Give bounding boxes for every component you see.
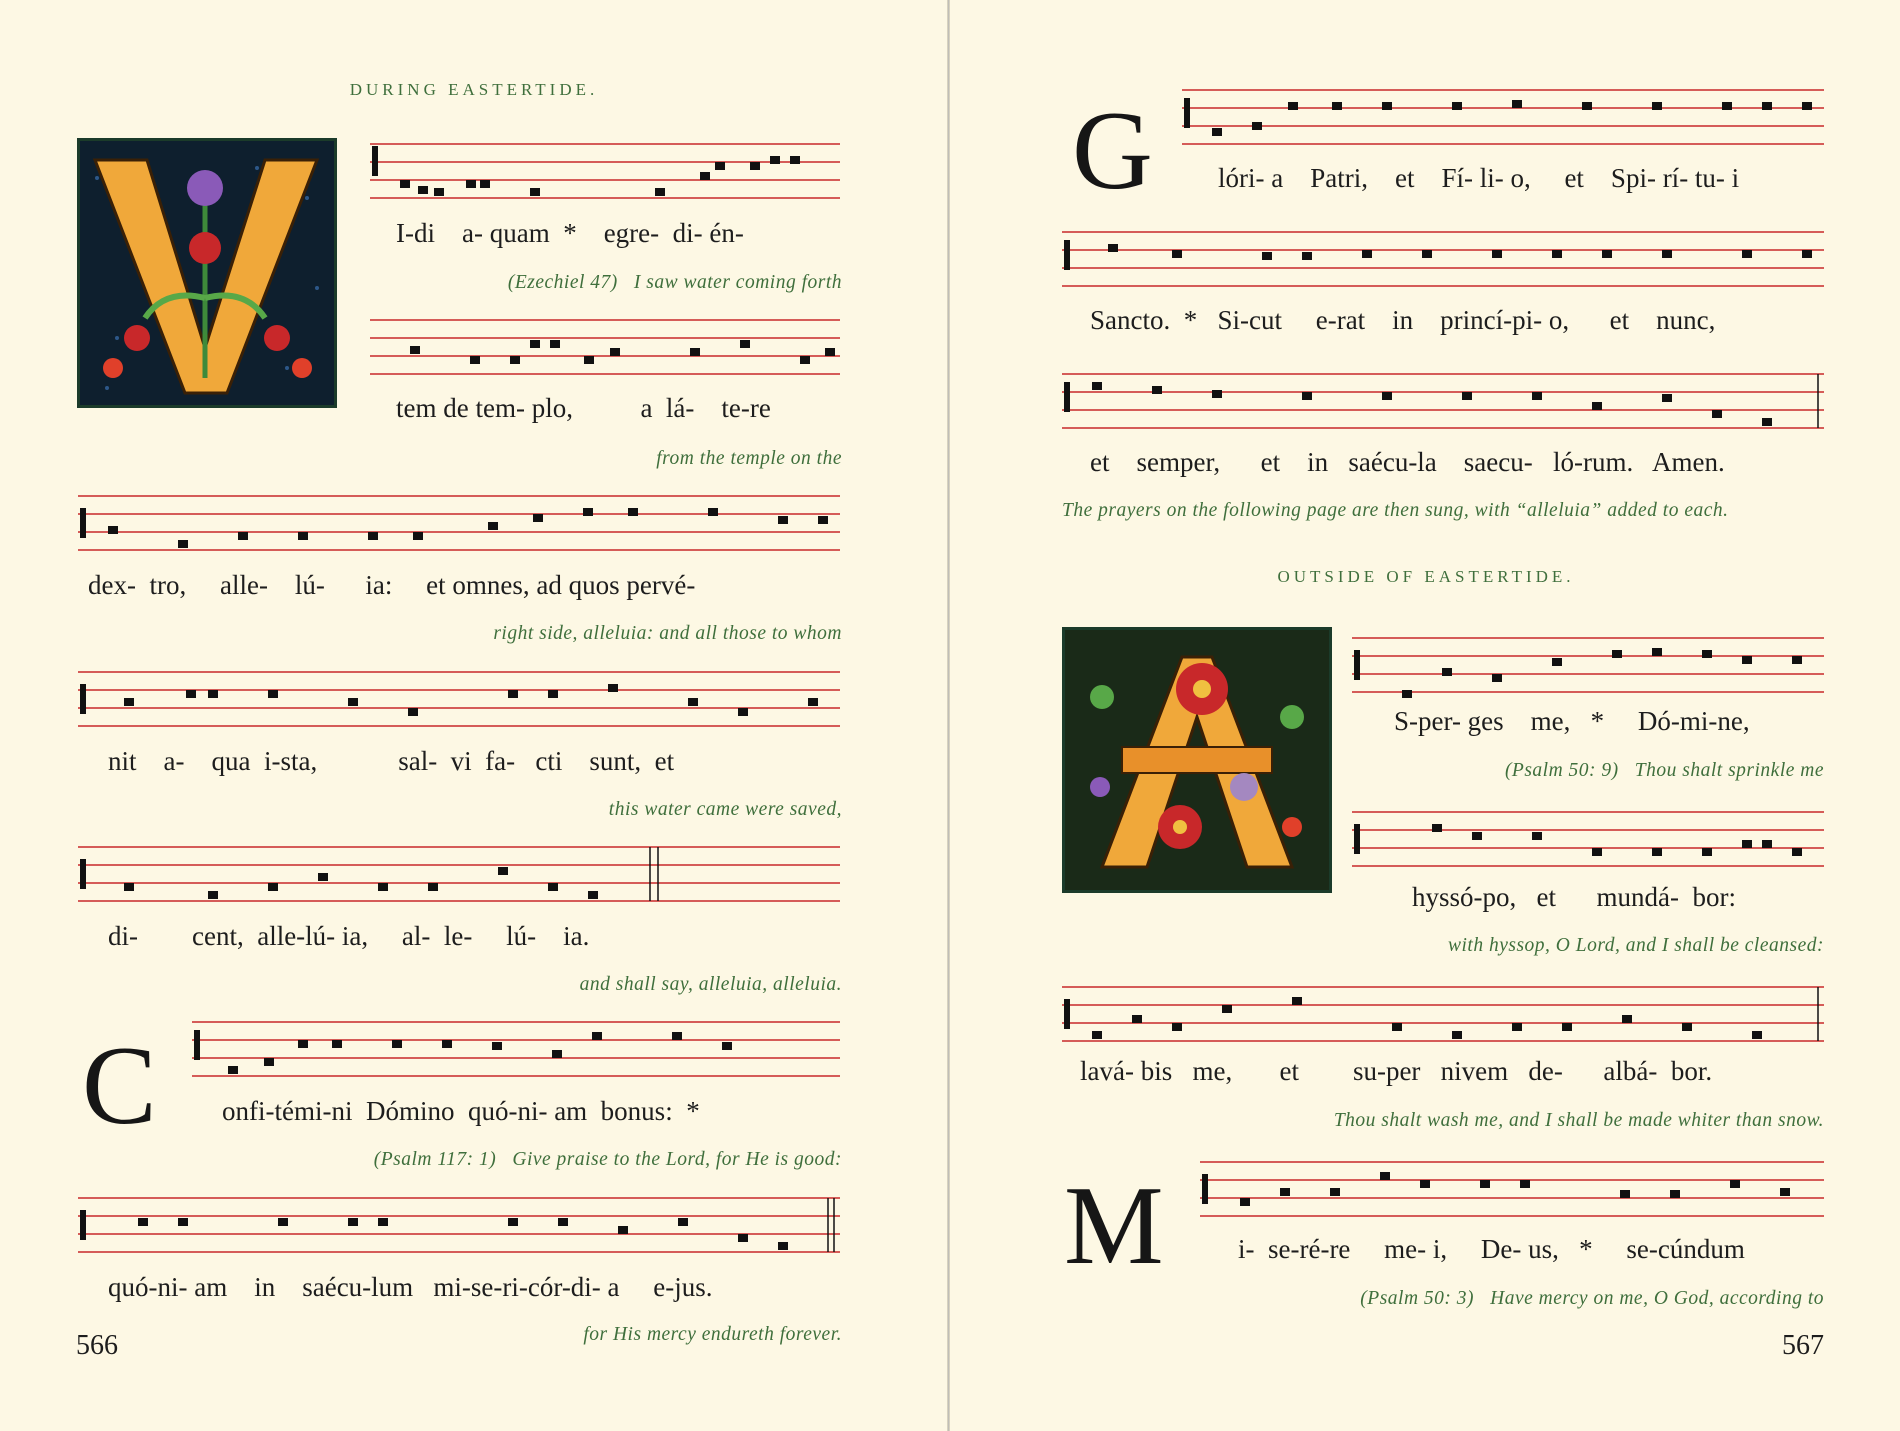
right-page xyxy=(952,0,1900,1431)
translation-line-7: for His mercy endureth forever. xyxy=(583,1324,842,1345)
translation-line-5: and shall say, alleluia, alleluia. xyxy=(579,974,842,995)
right-lyric-line-6: lavá- bis me, et su-per nivem de- albá- bor. xyxy=(1080,1056,1713,1086)
lyric-line-2: tem de tem- plo, a lá- te-re xyxy=(396,393,771,423)
drop-cap-g: G xyxy=(1072,89,1153,213)
lyric-line-6: onfi-témi-ni Dómino quó-ni- am bonus: * xyxy=(222,1096,700,1126)
lyric-line-4: nit a- qua i-sta, sal- vi fa- cti sunt, et xyxy=(108,746,675,776)
section-heading-outside-eastertide: OUTSIDE OF EASTERTIDE. xyxy=(1277,567,1575,586)
staff-line-7 xyxy=(78,1196,840,1258)
right-translation-line-1: (Psalm 50: 9) Thou shalt sprinkle me xyxy=(1504,760,1824,781)
right-staff-line-3 xyxy=(1062,372,1824,434)
translation-line-4: this water came were saved, xyxy=(608,799,842,820)
left-page xyxy=(0,0,948,1431)
lyric-line-7: quó-ni- am in saécu-lum mi-se-ri-cór-di- a e-jus. xyxy=(108,1272,713,1302)
right-rubric-note: The prayers on the following page are then sung, with “alleluia” added to each. xyxy=(1062,500,1729,521)
page-gutter xyxy=(947,0,950,1431)
right-translation-line-2: with hyssop, O Lord, and I shall be cleansed: xyxy=(1447,935,1824,956)
right-staff-line-4 xyxy=(1352,636,1824,698)
staff-line-4 xyxy=(78,670,840,732)
right-translation-line-4: (Psalm 50: 3) Have mercy on me, O God, according to xyxy=(1360,1288,1824,1309)
right-translation-line-3: Thou shalt wash me, and I shall be made whiter than snow. xyxy=(1333,1110,1824,1131)
page-number-left: 566 xyxy=(76,1330,118,1361)
translation-line-3: right side, alleluia: and all those to whom xyxy=(493,623,842,644)
lyric-line-1: I-di a- quam * egre- di- én- xyxy=(396,218,744,248)
staff-line-2 xyxy=(370,318,840,380)
staff-line-6 xyxy=(192,1020,840,1082)
right-lyric-line-7: i- se-ré-re me- i, De- us, * se-cúndum xyxy=(1238,1234,1745,1264)
right-lyric-line-4: S-per- ges me, * Dó-mi-ne, xyxy=(1394,706,1750,736)
right-staff-line-1 xyxy=(1182,88,1824,150)
right-lyric-line-5: hyssó-po, et mundá- bor: xyxy=(1412,882,1736,912)
lyric-line-3: dex- tro, alle- lú- ia: et omnes, ad quos pervé- xyxy=(88,570,696,600)
staff-line-5 xyxy=(78,845,840,907)
staff-line-3 xyxy=(78,494,840,556)
right-staff-line-2 xyxy=(1062,230,1824,292)
right-staff-line-5 xyxy=(1352,810,1824,872)
right-lyric-line-2: Sancto. * Si-cut e-rat in princí-pi- o, et nunc, xyxy=(1090,305,1716,335)
staff-line-1 xyxy=(370,142,840,204)
lyric-line-5: di- cent, alle-lú- ia, al- le- lú- ia. xyxy=(108,921,590,951)
drop-cap-c: C xyxy=(82,1024,157,1148)
translation-line-2: from the temple on the xyxy=(656,448,842,469)
right-lyric-line-3: et semper, et in saécu-la saecu- ló-rum. Amen. xyxy=(1090,447,1725,477)
translation-line-1: (Ezechiel 47) I saw water coming forth xyxy=(507,272,842,293)
section-heading-eastertide: DURING EASTERTIDE. xyxy=(349,80,599,99)
drop-cap-m: M xyxy=(1064,1164,1164,1288)
right-lyric-line-1: lóri- a Patri, et Fí- li- o, et Spi- rí- tu- i xyxy=(1218,163,1740,193)
page-number-right: 567 xyxy=(1782,1330,1824,1361)
right-staff-line-7 xyxy=(1200,1160,1824,1222)
right-staff-line-6 xyxy=(1062,985,1824,1047)
translation-line-6: (Psalm 117: 1) Give praise to the Lord, for He is good: xyxy=(373,1149,842,1170)
